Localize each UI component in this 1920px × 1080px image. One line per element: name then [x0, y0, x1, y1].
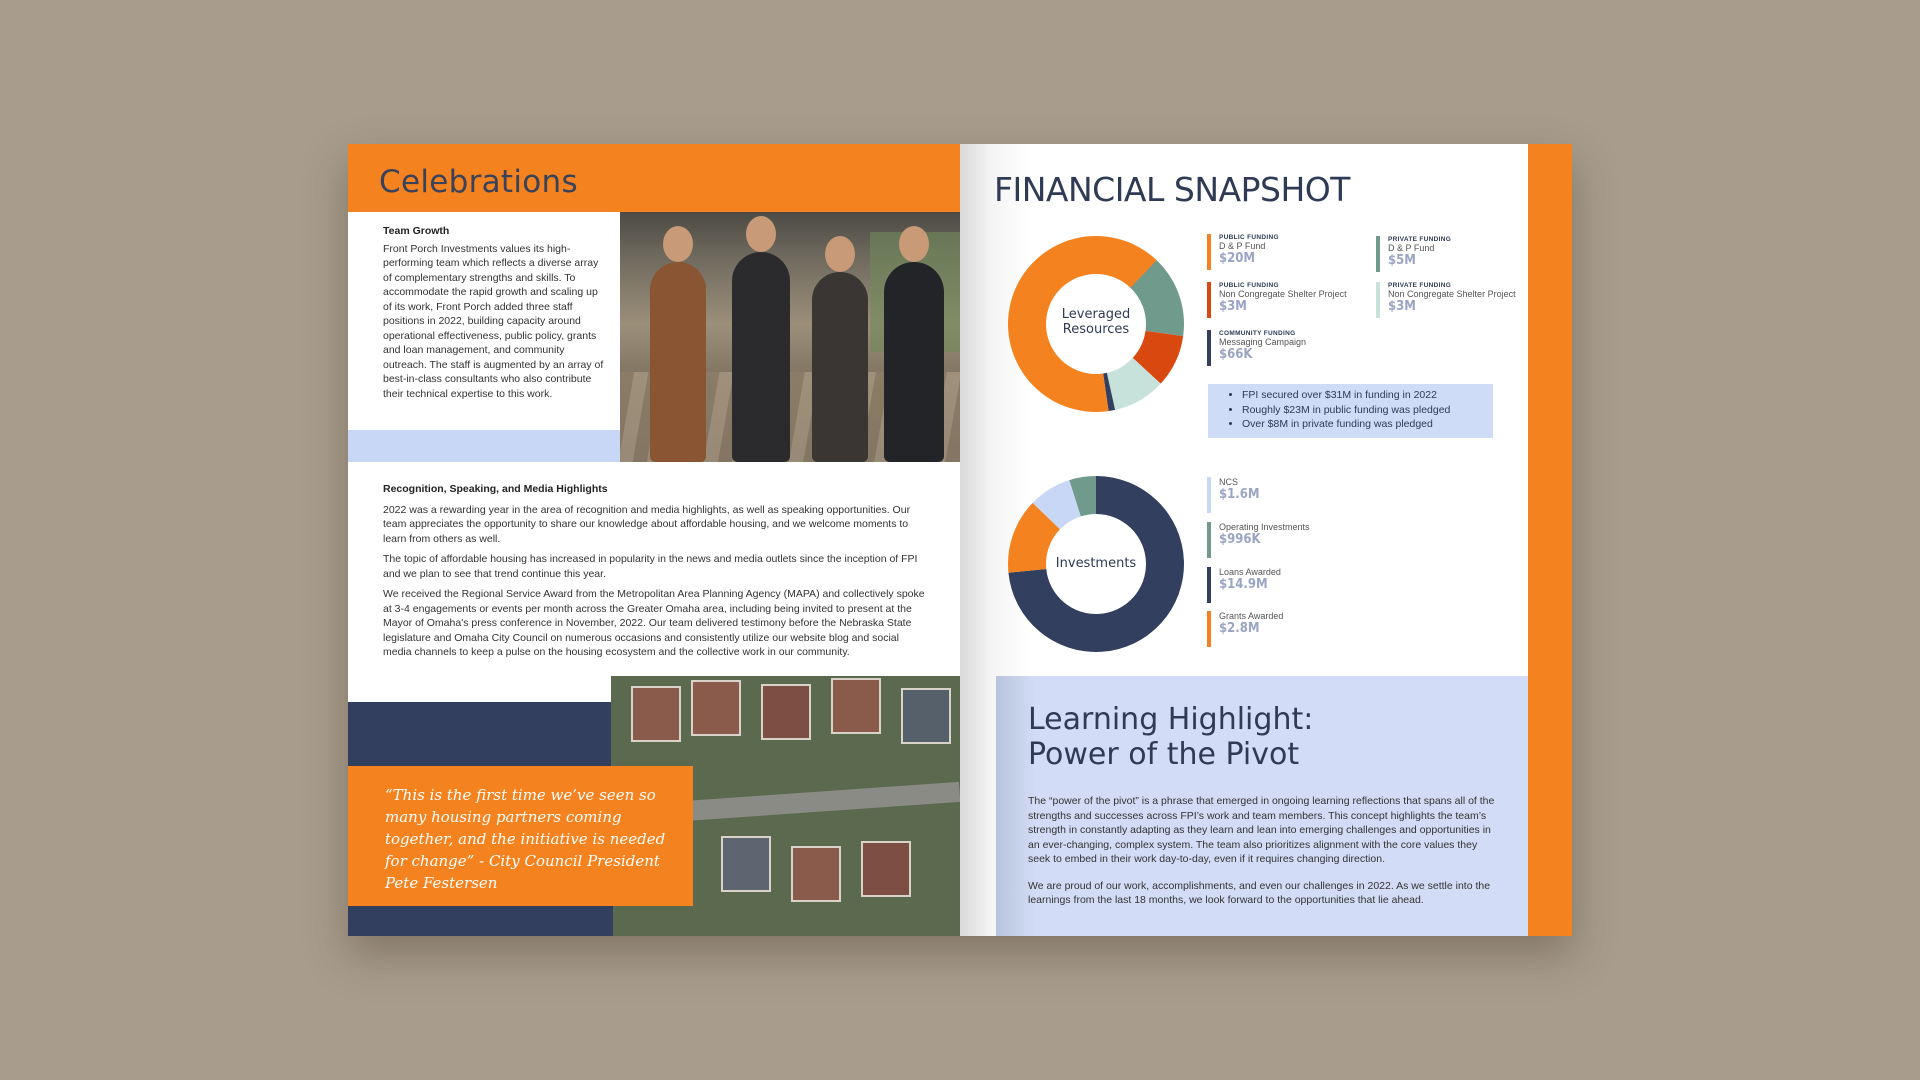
legend-name: Non Congregate Shelter Project — [1219, 289, 1347, 299]
section-body: Front Porch Investments values its high-performing team which reflects a diverse array of complementary strengths and skills. To accommodate the rapid growth and scaling up of its work, Front Porch added three staff positions in 2022, building capacity around operational effectiveness, public policy, grants and loan management, and community outreach. The staff is augmented by an array of best-in-class consultants who also contribute their technical expertise to this work. — [383, 242, 604, 400]
legend-amount: $2.8M — [1219, 621, 1260, 636]
page-title: Celebrations — [379, 164, 578, 200]
legend-amount: $3M — [1219, 299, 1247, 314]
legend-amount: $996K — [1219, 532, 1261, 547]
legend-category: PUBLIC FUNDING — [1219, 234, 1279, 241]
learning-highlight-panel — [996, 676, 1528, 936]
legend-name: Loans Awarded — [1219, 567, 1281, 577]
accent-band — [348, 702, 613, 767]
legend-item — [1207, 477, 1260, 513]
section-paragraph: The topic of affordable housing has increased in popularity in the news and media outlets since the inception of FPI and we plan to see that trend continue this year. — [383, 553, 918, 580]
orange-edge — [1528, 144, 1572, 936]
legend-category: COMMUNITY FUNDING — [1219, 330, 1296, 337]
summary-bullet: • FPI secured over $31M in funding in 2022 — [1242, 388, 1493, 403]
section-heading: Recognition, Speaking, and Media Highlights — [383, 483, 608, 495]
accent-strip — [348, 430, 620, 462]
funding-summary-box — [1208, 384, 1493, 438]
legend-category: PUBLIC FUNDING — [1219, 282, 1279, 289]
brochure-spread — [348, 144, 1572, 936]
legend-name: Messaging Campaign — [1219, 337, 1307, 347]
learning-paragraph: We are proud of our work, accomplishments, and even our challenges in 2022. As we settle into the learnings from the last 18 months, we look forward to the opportunities that lie ahead. — [1028, 879, 1491, 906]
legend-item — [1207, 522, 1310, 558]
summary-bullet: • Over $8M in private funding was pledged — [1242, 417, 1493, 432]
legend-name: Grants Awarded — [1219, 611, 1284, 621]
learning-title-line: Learning Highlight: — [1028, 702, 1314, 737]
person-figure — [650, 262, 706, 462]
legend-item — [1207, 611, 1283, 647]
legend-name: Non Congregate Shelter Project — [1388, 289, 1516, 299]
legend-amount: $20M — [1219, 251, 1256, 266]
team-photo — [620, 212, 960, 462]
recognition-section — [383, 482, 928, 666]
accent-band — [348, 906, 613, 936]
legend-item — [1207, 330, 1306, 366]
person-figure — [812, 272, 868, 462]
donut-center-line: Resources — [1062, 322, 1130, 337]
legend-amount: $3M — [1388, 299, 1416, 314]
legend-name: D & P Fund — [1388, 243, 1435, 253]
person-figure — [884, 262, 944, 462]
section-paragraph: We received the Regional Service Award from the Metropolitan Area Planning Agency (MAPA) and collectively spoke at 3-4 engagements or events per month across the Greater Omaha area, including being invited to present at the Mayor of Omaha's press conference in November, 2022. Our team delivered testimony before the Nebraska State legislature and Omaha City Council on numerous occasions and consistently utilize our website blog and social media channels to keep a pulse on the housing ecosystem and the collective work in our community. — [383, 588, 925, 658]
legend-amount: $66K — [1219, 347, 1253, 362]
person-figure — [732, 252, 790, 462]
legend-item — [1207, 234, 1279, 270]
donut-center-label — [1046, 307, 1146, 337]
learning-title — [1028, 702, 1313, 772]
legend-category: PRIVATE FUNDING — [1388, 236, 1452, 243]
legend-item — [1207, 567, 1281, 603]
right-page — [960, 144, 1572, 936]
learning-title-line: Power of the Pivot — [1028, 737, 1300, 772]
legend-item — [1207, 282, 1347, 318]
learning-paragraph: The “power of the pivot” is a phrase that emerged in ongoing learning reflections that spans all of the strengths and successes across FPI’s work and team members. This concept highlights the team’s strength in constantly adapting as they learn and lean into emerging challenges and opportunities in an ever-changing, complex system. The team also prioritizes alignment with the core values they seek to embed in their work day-to-day, even if it requires changing direction. — [1028, 795, 1495, 865]
legend-name: NCS — [1219, 477, 1239, 487]
legend-amount: $1.6M — [1219, 487, 1260, 502]
summary-bullet: • Roughly $23M in public funding was pledged — [1242, 403, 1493, 418]
donut-center-label: Investments — [1055, 556, 1137, 571]
donut-center-line: Leveraged — [1061, 307, 1131, 322]
section-paragraph: 2022 was a rewarding year in the area of recognition and media highlights, as well as speaking opportunities. Our team appreciates the opportunity to share our knowledge about affordable housing, and we welcome moments to learn from others as well. — [383, 503, 911, 545]
left-page — [348, 144, 960, 936]
learning-body — [1028, 794, 1498, 920]
legend-amount: $5M — [1388, 253, 1416, 268]
legend-amount: $14.9M — [1219, 577, 1268, 592]
pull-quote: “This is the first time we’ve seen so many housing partners coming together, and the initiative is needed for change” - City Council President Pete Festersen — [385, 786, 666, 892]
team-growth-section — [383, 224, 608, 401]
page-title: FINANCIAL SNAPSHOT — [994, 170, 1350, 209]
section-heading: Team Growth — [383, 225, 450, 237]
legend-item — [1376, 282, 1516, 318]
legend-name: Operating Investments — [1219, 522, 1310, 532]
legend-name: D & P Fund — [1219, 241, 1266, 251]
legend-item — [1376, 236, 1451, 272]
legend-category: PRIVATE FUNDING — [1388, 282, 1452, 289]
